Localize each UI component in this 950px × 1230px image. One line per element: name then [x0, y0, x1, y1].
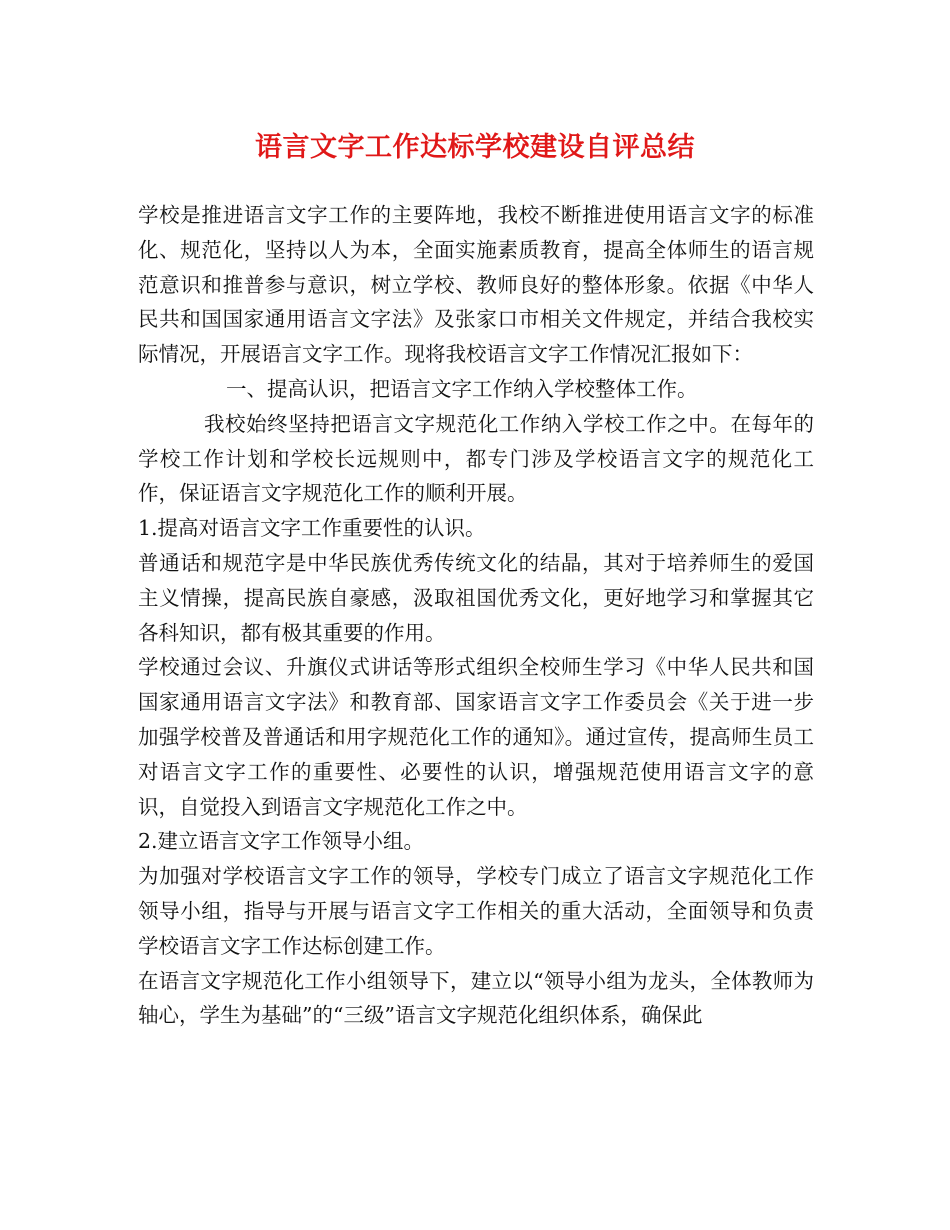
intro-paragraph: 学校是推进语言文字工作的主要阵地，我校不断推进使用语言文字的标准化、规范化，坚持以人为本，全面实施素质教育，提高全体师生的语言规范意识和推普参与意识，树立学校、教师良好的整体形象。依据《中华人民共和国国家通用语言文字法》及张家口市相关文件规定，并结合我校实际情况，开展语言文字工作。现将我校语言文字工作情况汇报如下： — [138, 203, 814, 367]
document-title: 语言文字工作达标学校建设自评总结 — [255, 132, 695, 163]
paragraph-study: 学校通过会议、升旗仪式讲话等形式组织全校师生学习《中华人民共和国国家通用语言文字法》和教育部、国家语言文字工作委员会《关于进一步加强学校普及普通话和用字规范化工作的通知》。通过宣传，提高师生员工对语言文字工作的重要性、必要性的认识，增强规范使用语言文字的意识，自觉投入到语言文字规范化工作之中。 — [138, 655, 814, 819]
section-paragraph-1: 我校始终坚持把语言文字规范化工作纳入学校工作之中。在每年的学校工作计划和学校长远规则中，都专门涉及学校语言文字的规范化工作，保证语言文字规范化工作的顺利开展。 — [138, 411, 814, 506]
paragraph-leadership: 为加强对学校语言文字工作的领导，学校专门成立了语言文字规范化工作领导小组，指导与开展与语言文字工作相关的重大活动，全面领导和负责学校语言文字工作达标创建工作。 — [138, 864, 814, 958]
paragraph-putonghua: 普通话和规范字是中华民族优秀传统文化的结晶，其对于培养师生的爱国主义情操，提高民族自豪感，汲取祖国优秀文化，更好地学习和掌握其它各科知识，都有极其重要的作用。 — [138, 550, 814, 645]
subsection-heading-2: 2.建立语言文字工作领导小组。 — [138, 829, 425, 854]
section-heading-1: 一、提高认识，把语言文字工作纳入学校整体工作。 — [226, 376, 698, 401]
paragraph-system: 在语言文字规范化工作小组领导下，建立以“领导小组为龙头，全体教师为轴心，学生为基础”的“三级”语言文字规范化组织体系，确保此 — [138, 968, 814, 1028]
document-body — [138, 198, 814, 1033]
subsection-heading-1: 1.提高对语言文字工作重要性的认识。 — [138, 516, 486, 541]
